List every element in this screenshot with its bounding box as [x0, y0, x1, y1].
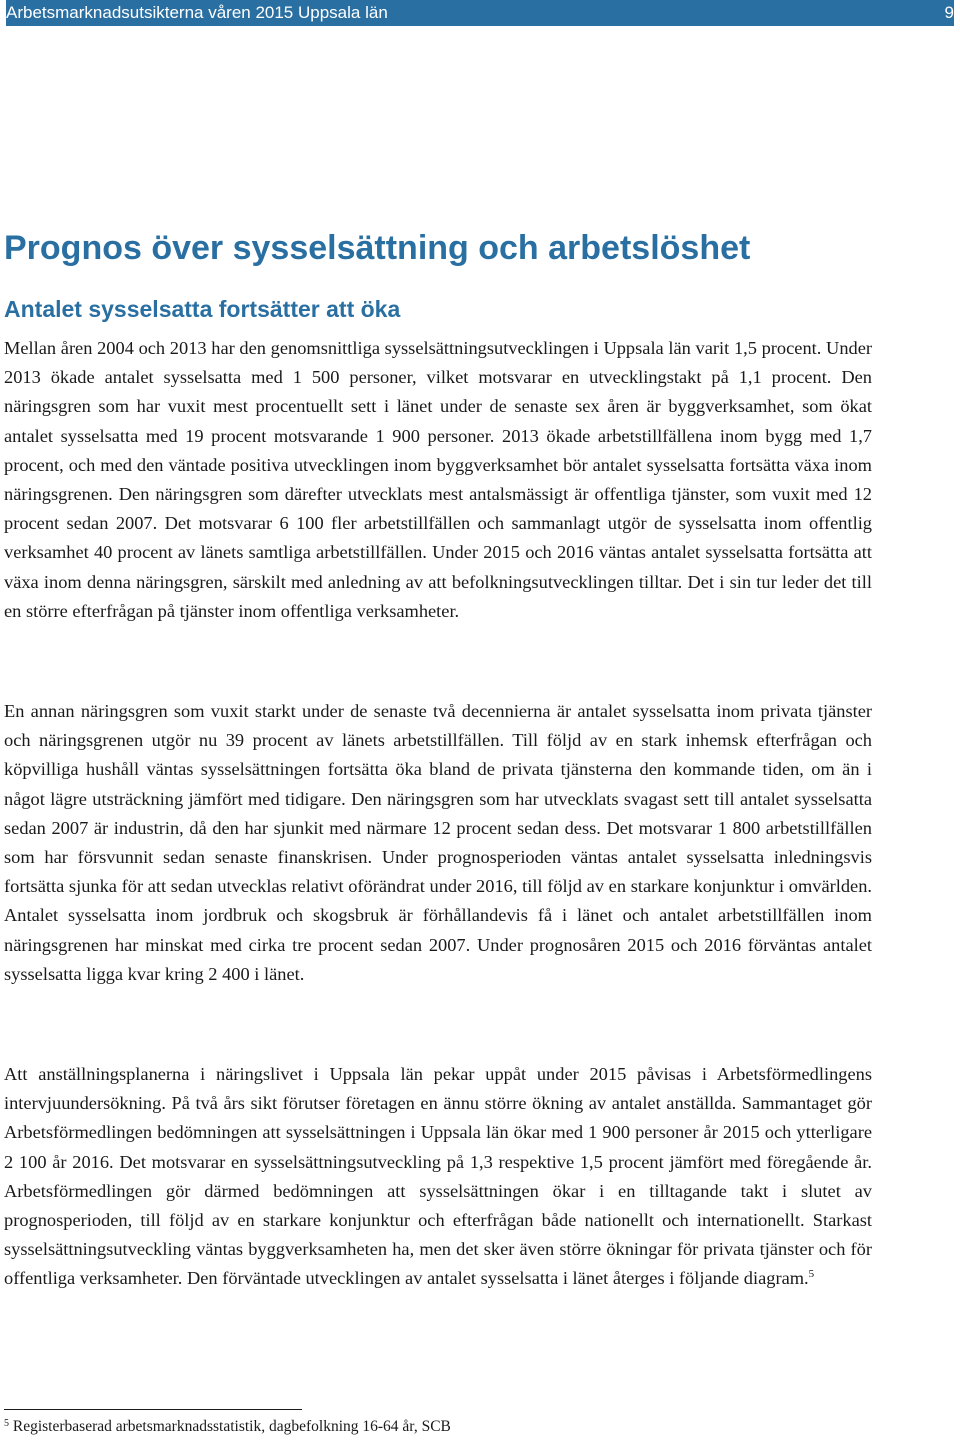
body-paragraph-1: Mellan åren 2004 och 2013 har den genomsnittliga sysselsättningsutvecklingen i Uppsala län varit 1,5 procent. Under 2013 ökade antalet sysselsatta med 1 500 personer, vilket motsvarar en utvecklingstakt på 1,1 procent. Den näringsgren som har vuxit mest procentuellt sett i länet under de senaste sex åren är byggverksamhet, som ökat antalet sysselsatta med 19 procent motsvarande 1 900 personer. 2013 ökade arbetstillfällena inom bygg med 1,7 procent, och med den väntade positiva utvecklingen inom byggverksamhet bör antalet sysselsatta fortsätta växa inom näringsgrenen. Den näringsgren som därefter utvecklats mest antalsmässigt är offentliga tjänster, som vuxit med 12 procent sedan 2007. Det motsvarar 6 100 fler arbetstillfällen och sammanlagt utgör de sysselsatta inom offentlig verksamhet 40 procent av länets samtliga arbetstillfällen. Under 2015 och 2016 väntas antalet sysselsatta fortsätta att växa inom denna näringsgren, särskilt med anledning av att befolkningsutvecklingen tilltar. Det i sin tur leder det till en större efterfrågan på tjänster inom offentliga verksamheter.: [4, 338, 872, 621]
body-paragraph-2: En annan näringsgren som vuxit starkt under de senaste två decennierna är antalet sysselsatta inom privata tjänster och näringsgrenen utgör nu 39 procent av länets arbetstillfällen. Till följd av en stark inhemsk efterfrågan och köpvilliga hushåll väntas sysselsättningen fortsätta öka bland de privata tjänsterna den kommande tiden, om än i något lägre utsträckning jämfört med tidigare. Den näringsgren som har utvecklats svagast sett till antalet sysselsatta sedan 2007 är industrin, då den har sjunkit med närmare 12 procent sedan dess. Det motsvarar 1 800 arbetstillfällen som har försvunnit sedan senaste finanskrisen. Under prognosperioden väntas antalet sysselsatta inledningsvis fortsätta sjunka för att sedan utvecklas relativt oförändrat under 2016, till följd av en starkare konjunktur i omvärlden. Antalet sysselsatta inom jordbruk och skogsbruk är förhållandevis få i länet och antalet arbetstillfällen inom näringsgrenen har minskat med cirka tre procent sedan 2007. Under prognosåren 2015 och 2016 förväntas antalet sysselsatta ligga kvar kring 2 400 i länet.: [4, 701, 872, 984]
running-header: [6, 0, 954, 26]
footnote: [4, 1417, 451, 1437]
footnote-text: Registerbaserad arbetsmarknadsstatistik, dagbefolkning 16-64 år, SCB: [12, 1418, 451, 1435]
page-number: 9: [944, 3, 954, 22]
body-paragraph-3-text: Att anställningsplanerna i näringslivet i Uppsala län pekar uppåt under 2015 påvisas i Arbetsförmedlingens intervjuundersökning. På två års sikt förutser företagen en ännu större ökning av antalet anställda. Sammantaget gör Arbetsförmedlingen bedömningen att sysselsättningen i Uppsala län ökar med 1 900 personer år 2015 och ytterligare 2 100 år 2016. Det motsvarar en sysselsättningsutveckling på 1,3 respektive 1,5 procent jämfört med föregående år. Arbetsförmedlingen gör därmed bedömningen att sysselsättningen ökar i en tilltagande takt i slutet av prognosperioden, till följd av en starkare konjunktur och efterfrågan både nationellt och internationellt. Starkast sysselsättningsutveckling väntas byggverksamheten ha, men det sker även större ökningar för privata tjänster och för offentliga verksamheter. Den förväntade utvecklingen av antalet sysselsatta i länet återges i följande diagram.: [4, 1064, 872, 1289]
footnote-divider: [4, 1409, 302, 1410]
body-paragraph-3: [4, 1060, 872, 1294]
footnote-reference[interactable]: 5: [808, 1268, 815, 1281]
section-title: Antalet sysselsatta fortsätter att öka: [4, 296, 401, 322]
chapter-title: Prognos över sysselsättning och arbetslöshet: [4, 229, 751, 267]
document-title: Arbetsmarknadsutsikterna våren 2015 Uppsala län: [6, 3, 388, 22]
footnote-marker: 5: [4, 1418, 9, 1429]
